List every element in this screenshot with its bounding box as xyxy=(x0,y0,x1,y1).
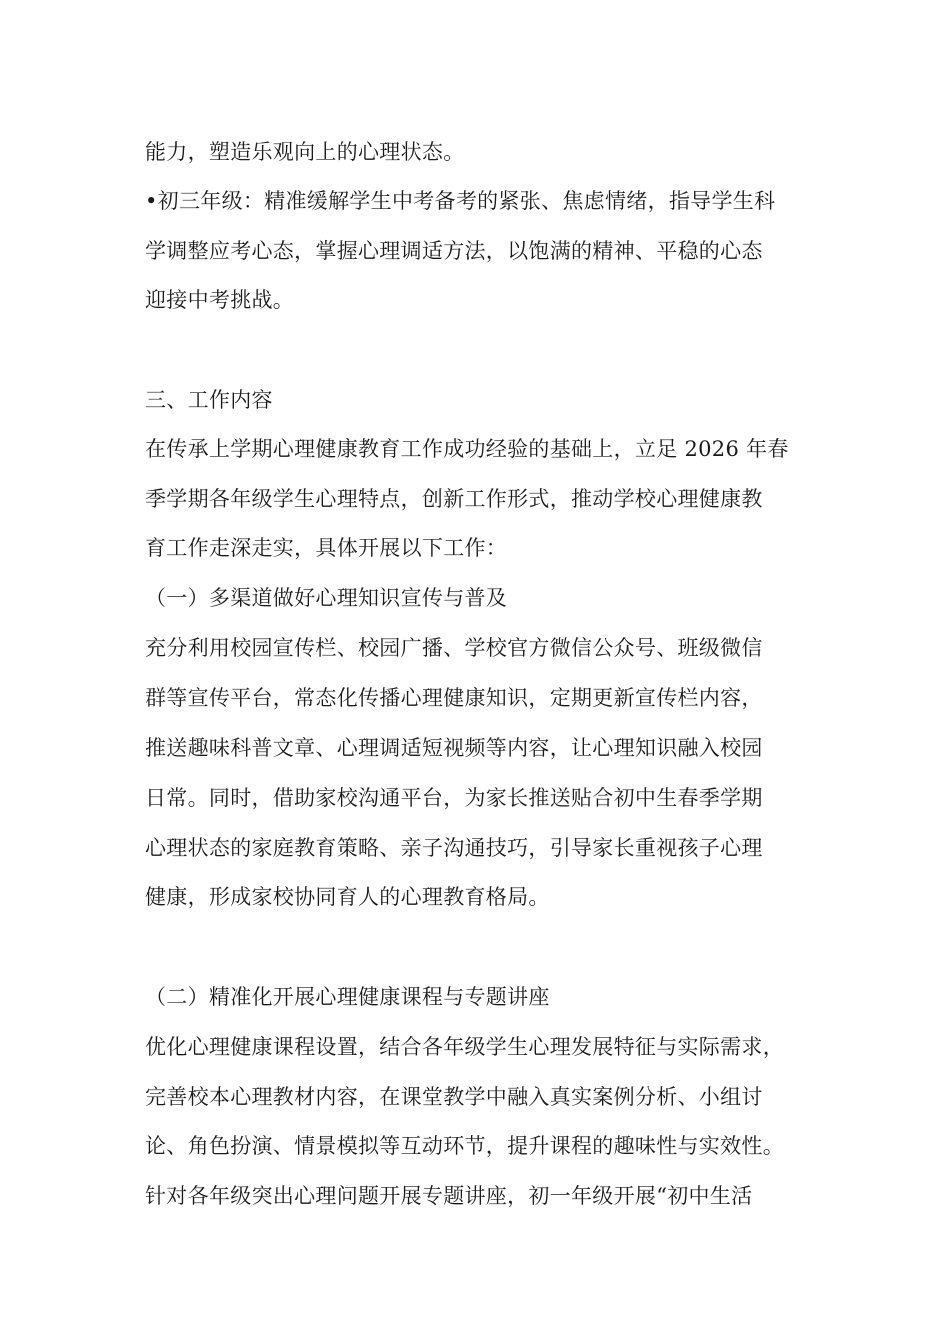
body-text-line: •初三年级：精准缓解学生中考备考的紧张、焦虑情绪，指导学生科 xyxy=(145,189,776,213)
section-heading: 三、工作内容 xyxy=(145,388,273,412)
body-text-line: 优化心理健康课程设置，结合各年级学生心理发展特征与实际需求， xyxy=(145,1035,784,1059)
body-text-line: 充分利用校园宣传栏、校园广播、学校官方微信公众号、班级微信 xyxy=(145,636,763,660)
body-text-line: 日常。同时，借助家校沟通平台，为家长推送贴合初中生春季学期 xyxy=(145,786,763,810)
body-text-line: 学调整应考心态，掌握心理调适方法，以饱满的精神、平稳的心态 xyxy=(145,239,763,263)
body-text-line: 推送趣味科普文章、心理调适短视频等内容，让心理知识融入校园 xyxy=(145,736,763,760)
subsection-heading: （二）精准化开展心理健康课程与专题讲座 xyxy=(145,985,550,1009)
body-text-line: 能力，塑造乐观向上的心理状态。 xyxy=(145,140,465,164)
body-text-line: 针对各年级突出心理问题开展专题讲座，初一年级开展“初中生活 xyxy=(145,1184,753,1208)
body-text-line: 在传承上学期心理健康教育工作成功经验的基础上，立足 2026 年春 xyxy=(145,437,789,461)
body-text-line: 论、角色扮演、情景模拟等互动环节，提升课程的趣味性与实效性。 xyxy=(145,1134,784,1158)
body-text-line: 完善校本心理教材内容，在课堂教学中融入真实案例分析、小组讨 xyxy=(145,1085,763,1109)
body-text-line: 健康，形成家校协同育人的心理教育格局。 xyxy=(145,885,550,909)
body-text-line: 季学期各年级学生心理特点，创新工作形式，推动学校心理健康教 xyxy=(145,487,763,511)
body-text-line: 群等宣传平台，常态化传播心理健康知识，定期更新宣传栏内容， xyxy=(145,686,763,710)
body-text-line: 育工作走深走实，具体开展以下工作： xyxy=(145,536,508,560)
body-text-line: 迎接中考挑战。 xyxy=(145,288,295,312)
body-text-line: 心理状态的家庭教育策略、亲子沟通技巧，引导家长重视孩子心理 xyxy=(145,836,763,860)
subsection-heading: （一）多渠道做好心理知识宣传与普及 xyxy=(145,586,508,610)
